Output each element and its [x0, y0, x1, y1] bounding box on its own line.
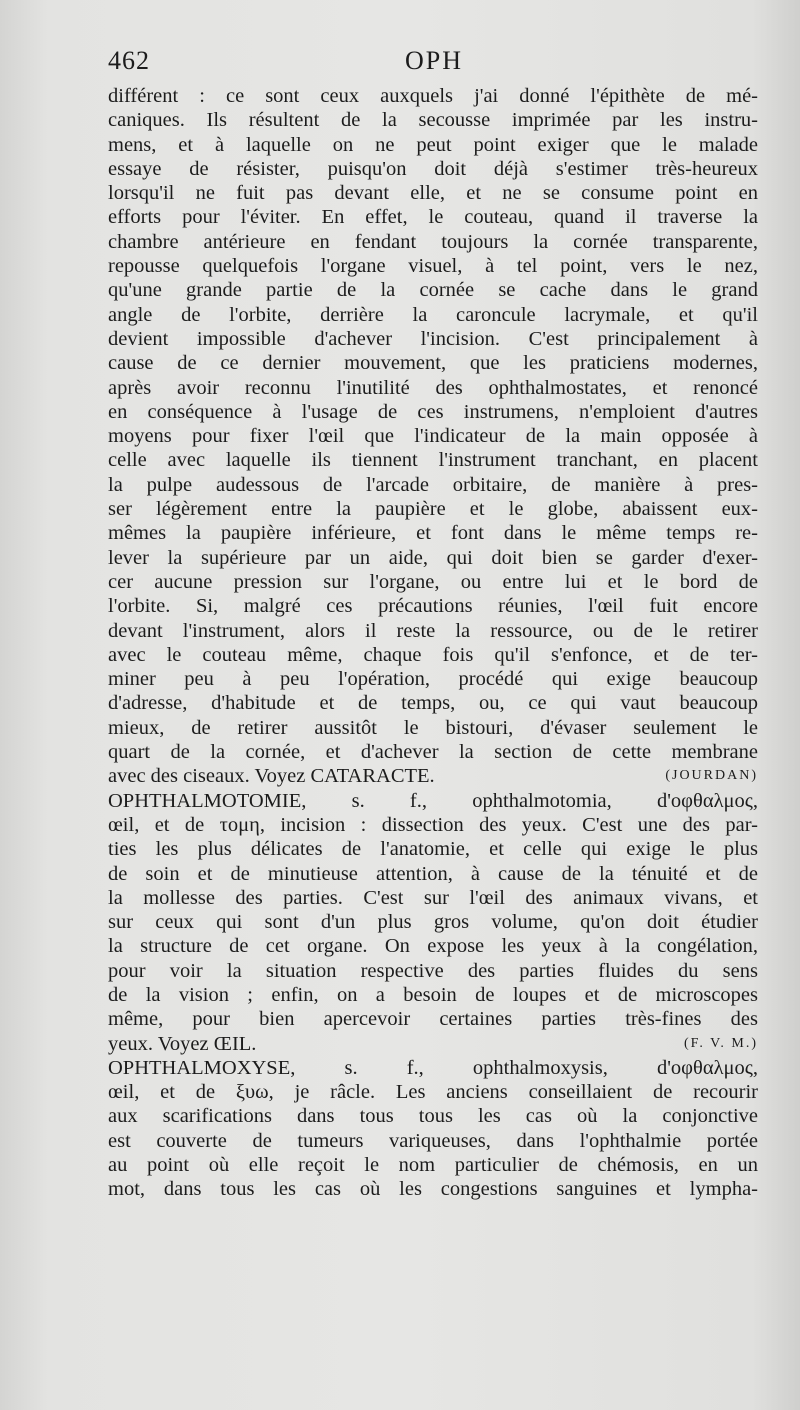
text-line: aux scarifications dans tous tous les cas où la conjonctive [108, 1105, 758, 1128]
text-line: la mollesse des parties. C'est sur l'œil des animaux vivans, et [108, 886, 758, 909]
entry-headline: OPHTHALMOTOMIE, s. f., ophthalmotomia, d'οφθαλμος, [108, 789, 758, 812]
text-line: au point où elle reçoit le nom particulier de chémosis, en un [108, 1154, 758, 1177]
text-line: cause de ce dernier mouvement, que les praticiens modernes, [108, 352, 758, 375]
text-line: cer aucune pression sur l'organe, ou entre lui et le bord de [108, 570, 758, 593]
text-line: œil, et de τομη, incision : dissection des yeux. C'est une des par- [108, 813, 758, 836]
page-number: 462 [108, 46, 150, 75]
text-line: miner peu à peu l'opération, procédé qui exige beaucoup [108, 668, 758, 691]
text-line: même, pour bien apercevoir certaines parties très-fines des [108, 1008, 758, 1031]
text-line: efforts pour l'éviter. En effet, le couteau, quand il traverse la [108, 206, 758, 229]
author-signature: (F. V. M.) [684, 1035, 758, 1051]
text-line: est couverte de tumeurs variqueuses, dans l'ophthalmie portée [108, 1129, 758, 1152]
text-line: en conséquence à l'usage de ces instrumens, n'emploient d'autres [108, 400, 758, 423]
text-line: moyens pour fixer l'œil que l'indicateur de la main opposée à [108, 425, 758, 448]
text-line: œil, et de ξυω, je râcle. Les anciens conseillaient de recourir [108, 1081, 758, 1104]
text-line: qu'une grande partie de la cornée se cache dans le grand [108, 279, 758, 302]
text-line: après avoir reconnu l'inutilité des ophthalmostates, et renoncé [108, 376, 758, 399]
text-line: mêmes la paupière inférieure, et font dans le même temps re- [108, 522, 758, 545]
body-text [108, 84, 758, 1202]
entry-ophthalmoxyse [108, 1056, 758, 1202]
text-line: mieux, de retirer aussitôt le bistouri, d'évaser seulement le [108, 716, 758, 739]
text-line: de la vision ; enfin, on a besoin de loupes et de microscopes [108, 983, 758, 1006]
text-line: de soin et de minutieuse attention, à cause de la ténuité et de [108, 862, 758, 885]
text-line: essaye de résister, puisqu'on doit déjà s'estimer très-heureux [108, 157, 758, 180]
text-line: ties les plus délicates de l'anatomie, et celle qui exige le plus [108, 838, 758, 861]
entry-ophthalmotomie [108, 789, 758, 1056]
text-line: quart de la cornée, et d'achever la section de cette membrane [108, 741, 758, 764]
text-line: la pulpe audessous de l'arcade orbitaire, de manière à pres- [108, 473, 758, 496]
text-line: caniques. Ils résultent de la secousse imprimée par les instru- [108, 109, 758, 132]
text-line: lorsqu'il ne fuit pas devant elle, et ne se consume point en [108, 182, 758, 205]
text-line-end: avec des ciseaux. Voyez CATARACTE. [108, 765, 435, 788]
text-line: angle de l'orbite, derrière la caroncule lacrymale, et qu'il [108, 303, 758, 326]
text-line-end: yeux. Voyez ŒIL. [108, 1032, 257, 1055]
text-line: devient impossible d'achever l'incision. C'est principalement à [108, 327, 758, 350]
text-line-with-signature [108, 764, 758, 788]
text-line: celle avec laquelle ils tiennent l'instrument tranchant, en placent [108, 449, 758, 472]
text-line: lever la supérieure par un aide, qui doit bien se garder d'exer- [108, 546, 758, 569]
text-line: repousse quelquefois l'organe visuel, à tel point, vers le nez, [108, 255, 758, 278]
text-line: pour voir la situation respective des parties fluides du sens [108, 959, 758, 982]
text-line: mot, dans tous les cas où les congestions sanguines et lympha- [108, 1178, 758, 1201]
text-line: avec le couteau même, chaque fois qu'il s'enfonce, et de ter- [108, 643, 758, 666]
text-line: différent : ce sont ceux auxquels j'ai donné l'épithète de mé- [108, 85, 758, 107]
text-line: mens, et à laquelle on ne peut point exiger que le malade [108, 133, 758, 156]
text-line: chambre antérieure en fendant toujours la cornée transparente, [108, 230, 758, 253]
page-header [108, 46, 760, 80]
entry-headline: OPHTHALMOXYSE, s. f., ophthalmoxysis, d'οφθαλμος, [108, 1056, 758, 1079]
text-line: d'adresse, d'habitude et de temps, ou, ce qui vaut beaucoup [108, 692, 758, 715]
text-line: la structure de cet organe. On expose les yeux à la congélation, [108, 935, 758, 958]
text-line: ser légèrement entre la paupière et le globe, abaissent eux- [108, 498, 758, 521]
running-head: OPH [404, 46, 463, 75]
paragraph-cataracte [108, 84, 758, 789]
author-signature: (JOURDAN) [665, 768, 758, 784]
text-line: sur ceux qui sont d'un plus gros volume, qu'on doit étudier [108, 911, 758, 934]
text-line-with-signature [108, 1032, 758, 1056]
text-line: devant l'instrument, alors il reste la ressource, ou de le retirer [108, 619, 758, 642]
text-line: l'orbite. Si, malgré ces précautions réunies, l'œil fuit encore [108, 595, 758, 618]
